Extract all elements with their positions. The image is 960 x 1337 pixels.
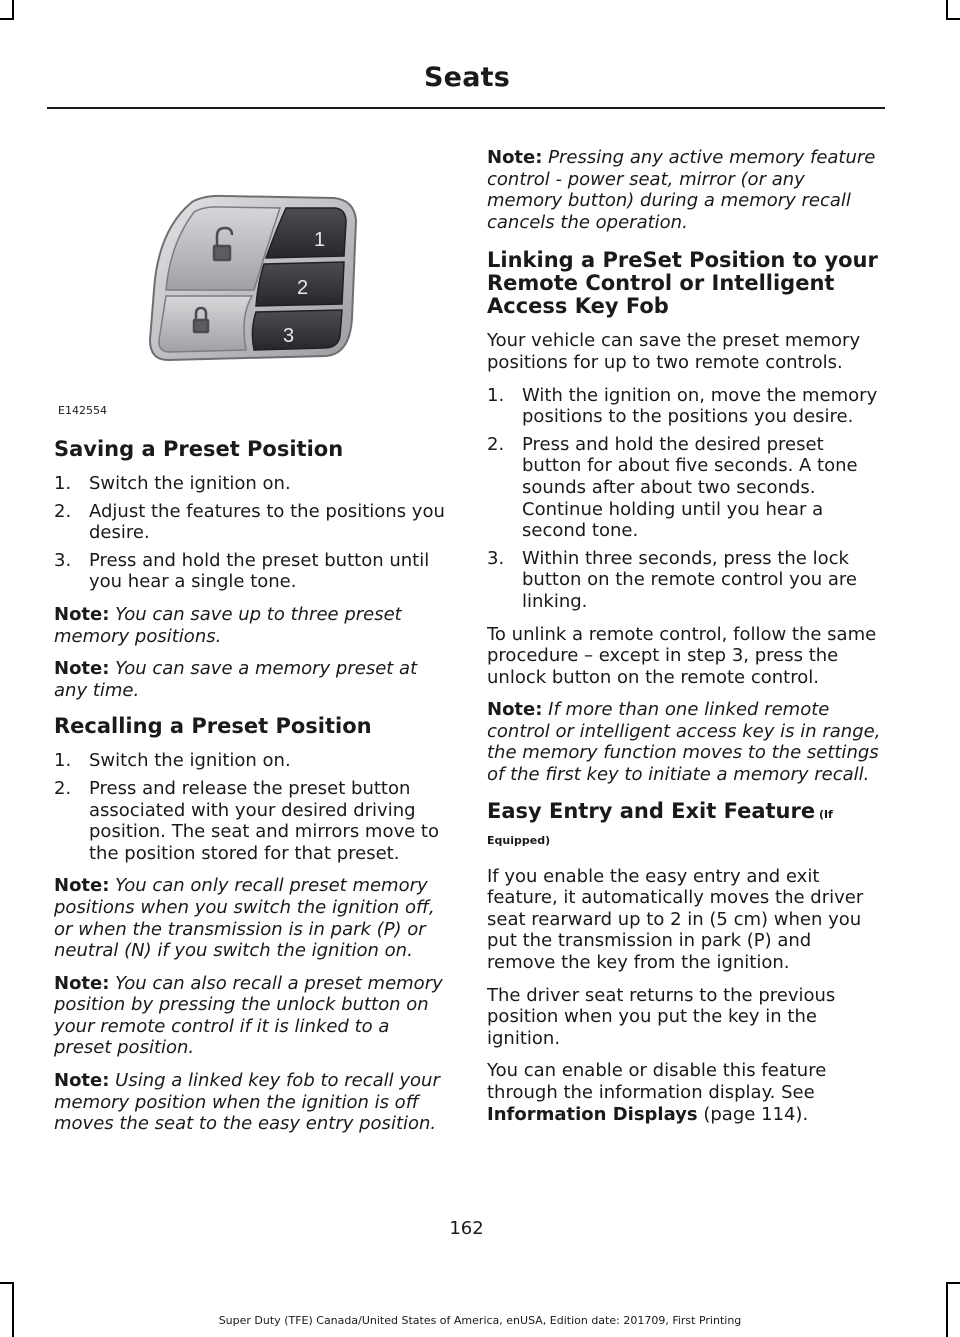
memory-buttons-illustration (54, 140, 450, 422)
crop-mark (946, 1282, 948, 1337)
list-item: 2. Press and hold the desired preset button for about five seconds. A tone sounds after about two seconds. Continue holding until you hear a second tone. (487, 433, 858, 542)
easy-entry-paragraph: If you enable the easy entry and exit feature, it automatically moves the driver seat rearward up to 2 in (5 cm) when you put the transmission in park (P) and remove the key from the ignition. (487, 865, 864, 974)
note: Note: If more than one linked remote control or intelligent access key is in range, the memory function moves to the settings of the first key to initiate a memory recall. (487, 699, 881, 786)
crop-mark (946, 18, 960, 20)
recalling-heading: Recalling a Preset Position (54, 714, 372, 739)
note: Note: You can save a memory preset at any time. (54, 658, 418, 701)
crop-mark (12, 1282, 14, 1337)
easy-entry-paragraph: You can enable or disable this feature through the information display. See Information Displays (page 114). (487, 1060, 827, 1125)
list-item: 1. Switch the ignition on. (54, 473, 291, 494)
list-item: 3. Press and hold the preset button until you hear a single tone. (54, 549, 430, 593)
easy-entry-paragraph: The driver seat returns to the previous position when you put the key in the ignition. (487, 984, 836, 1049)
list-item: 2. Press and release the preset button associated with your desired driving position. The seat and mirrors move to the position stored for that preset. (54, 777, 439, 864)
memory-seat-control-figure (54, 140, 450, 422)
list-item: 1. With the ignition on, move the memory positions to the positions you desire. (487, 384, 878, 428)
crop-mark (946, 0, 948, 20)
memory-button-3-label: 3 (283, 325, 295, 347)
list-item: 1. Switch the ignition on. (54, 750, 291, 772)
page-title: Seats (424, 62, 510, 93)
crop-mark (0, 18, 14, 20)
saving-steps (54, 473, 450, 593)
easy-entry-heading: Easy Entry and Exit Feature (If Equipped) (487, 798, 833, 847)
memory-button-1-label: 1 (314, 229, 326, 251)
crop-mark (0, 1282, 14, 1284)
linking-steps (487, 385, 883, 613)
note: Note: You can save up to three preset memory positions. (54, 603, 402, 647)
crop-mark (12, 0, 14, 20)
linking-intro: Your vehicle can save the preset memory positions for up to two remote controls. (487, 330, 861, 373)
edition-info: Super Duty (TFE) Canada/United States of America, enUSA, Edition date: 201709, First Printing (218, 1314, 742, 1327)
note: Note: You can also recall a preset memory position by pressing the unlock button on your remote control if it is linked to a preset position. (54, 972, 443, 1059)
saving-heading: Saving a Preset Position (54, 437, 344, 461)
list-item: 3. Within three seconds, press the lock button on the remote control you are linking. (487, 547, 857, 612)
page-number: 162 (449, 1218, 484, 1239)
left-column (54, 438, 450, 1146)
memory-button-3-shape (252, 310, 342, 350)
linking-heading: Linking a PreSet Position to your Remote Control or Intelligent Access Key Fob (487, 248, 878, 319)
information-displays-link[interactable]: Information Displays (487, 1103, 698, 1125)
note: Note: Using a linked key fob to recall your memory position when the ignition is off moves the seat to the easy entry position. (54, 1070, 440, 1135)
note: Note: Pressing any active memory feature control - power seat, mirror (or any memory button) during a memory recall cancels the operation. (487, 147, 876, 233)
note: Note: You can only recall preset memory positions when you switch the ignition off, or when the transmission is in park (P) or neutral (N) if you switch the ignition on. (54, 875, 435, 962)
recalling-steps (54, 750, 450, 864)
figure-code: E142554 (58, 404, 107, 417)
list-item: 2. Adjust the features to the positions you desire. (54, 500, 445, 544)
unlink-paragraph: To unlink a remote control, follow the same procedure – except in step 3, press the unlock button on the remote control. (487, 623, 877, 688)
header-rule (47, 107, 885, 109)
crop-mark (946, 1282, 960, 1284)
right-column (487, 147, 883, 1136)
memory-button-2-label: 2 (297, 277, 309, 299)
